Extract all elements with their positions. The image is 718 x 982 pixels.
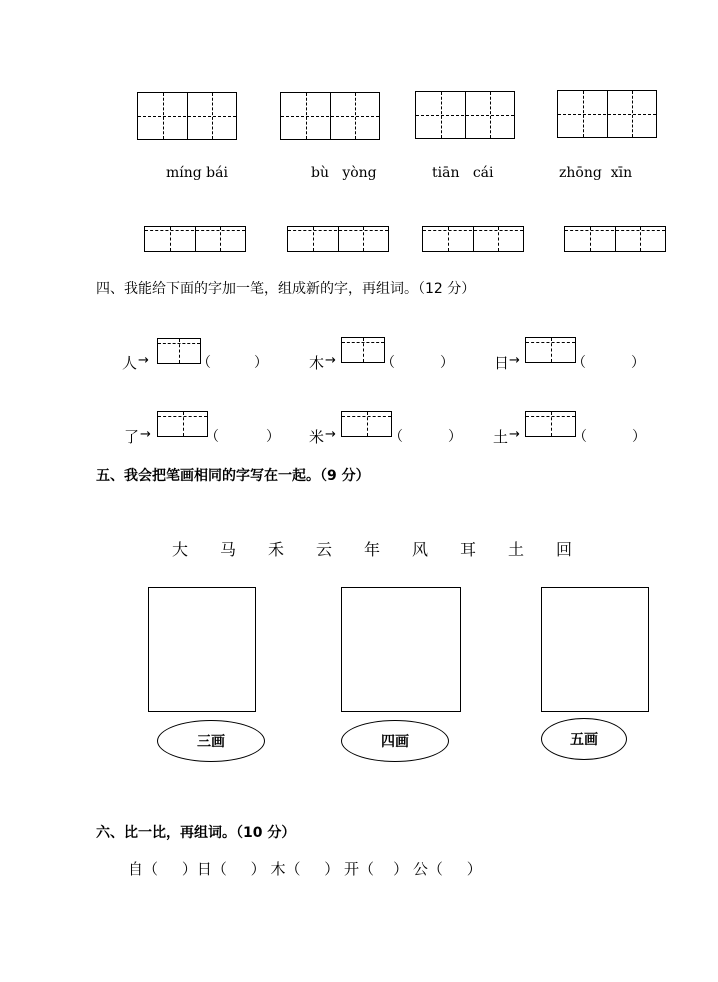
- base-char: 了: [124, 428, 140, 446]
- paren-open: （: [205, 429, 219, 445]
- answer-box[interactable]: [525, 337, 576, 363]
- pinyin-label: míng bái: [166, 165, 228, 181]
- base-char: 土: [493, 428, 509, 446]
- paren-close: ）: [254, 355, 268, 371]
- writing-grid[interactable]: [137, 92, 237, 140]
- section-title: 六、比一比，再组词。（10 分）: [96, 825, 296, 841]
- paren-close: ）: [448, 429, 462, 445]
- paren-close: ）: [631, 355, 645, 371]
- stroke-char: 耳: [459, 540, 476, 559]
- section-title: 五、我会把笔画相同的字写在一起。（9 分）: [96, 468, 370, 484]
- base-char: 木: [309, 354, 325, 372]
- label-four-strokes: 四画: [341, 720, 449, 762]
- stroke-char: 年: [363, 540, 380, 559]
- answer-box[interactable]: [341, 411, 392, 437]
- arrow-icon: →: [138, 353, 149, 368]
- base-char: 米: [309, 428, 325, 446]
- stroke-char: 回: [555, 540, 572, 559]
- stroke-char: 马: [219, 540, 236, 559]
- paren-open: （: [381, 355, 395, 371]
- writing-grid[interactable]: [557, 90, 657, 138]
- paren-open: （: [389, 429, 403, 445]
- answer-box[interactable]: [341, 337, 385, 363]
- pinyin-label: bù yòng: [311, 165, 377, 181]
- answer-box[interactable]: [525, 411, 576, 437]
- paren-open: （: [573, 429, 587, 445]
- compare-row: 自（ ）日（ ） 木（ ） 开（ ） 公（ ）: [128, 860, 482, 878]
- character-list: [156, 537, 588, 560]
- label-three-strokes: 三画: [157, 720, 265, 762]
- paren-close: ）: [266, 429, 280, 445]
- paren-close: ）: [440, 355, 454, 371]
- stroke-char: 大: [171, 540, 188, 559]
- answer-area-five-strokes[interactable]: [541, 587, 649, 712]
- writing-grid[interactable]: [415, 91, 515, 139]
- base-char: 日: [494, 354, 510, 372]
- stroke-char: 风: [411, 540, 428, 559]
- writing-grid-short[interactable]: [144, 226, 246, 252]
- paren-close: ）: [632, 429, 646, 445]
- answer-box[interactable]: [157, 411, 208, 437]
- answer-box[interactable]: [157, 338, 201, 364]
- stroke-char: 土: [507, 540, 524, 559]
- arrow-icon: →: [325, 353, 336, 368]
- writing-grid-short[interactable]: [287, 226, 389, 252]
- arrow-icon: →: [509, 353, 520, 368]
- answer-area-three-strokes[interactable]: [148, 587, 256, 712]
- stroke-char: 云: [315, 540, 332, 559]
- arrow-icon: →: [140, 427, 151, 442]
- stroke-char: 禾: [267, 540, 284, 559]
- writing-grid-short[interactable]: [422, 226, 524, 252]
- arrow-icon: →: [509, 427, 520, 442]
- pinyin-label: zhōng xīn: [559, 165, 633, 181]
- section-title: 四、我能给下面的字加一笔，组成新的字，再组词。（12 分）: [96, 281, 476, 297]
- arrow-icon: →: [325, 427, 336, 442]
- paren-open: （: [197, 355, 211, 371]
- writing-grid[interactable]: [280, 92, 380, 140]
- writing-grid-short[interactable]: [564, 226, 666, 252]
- base-char: 人: [122, 354, 138, 372]
- paren-open: （: [572, 355, 586, 371]
- label-five-strokes: 五画: [541, 718, 627, 760]
- pinyin-label: tiān cái: [432, 165, 494, 181]
- answer-area-four-strokes[interactable]: [341, 587, 461, 712]
